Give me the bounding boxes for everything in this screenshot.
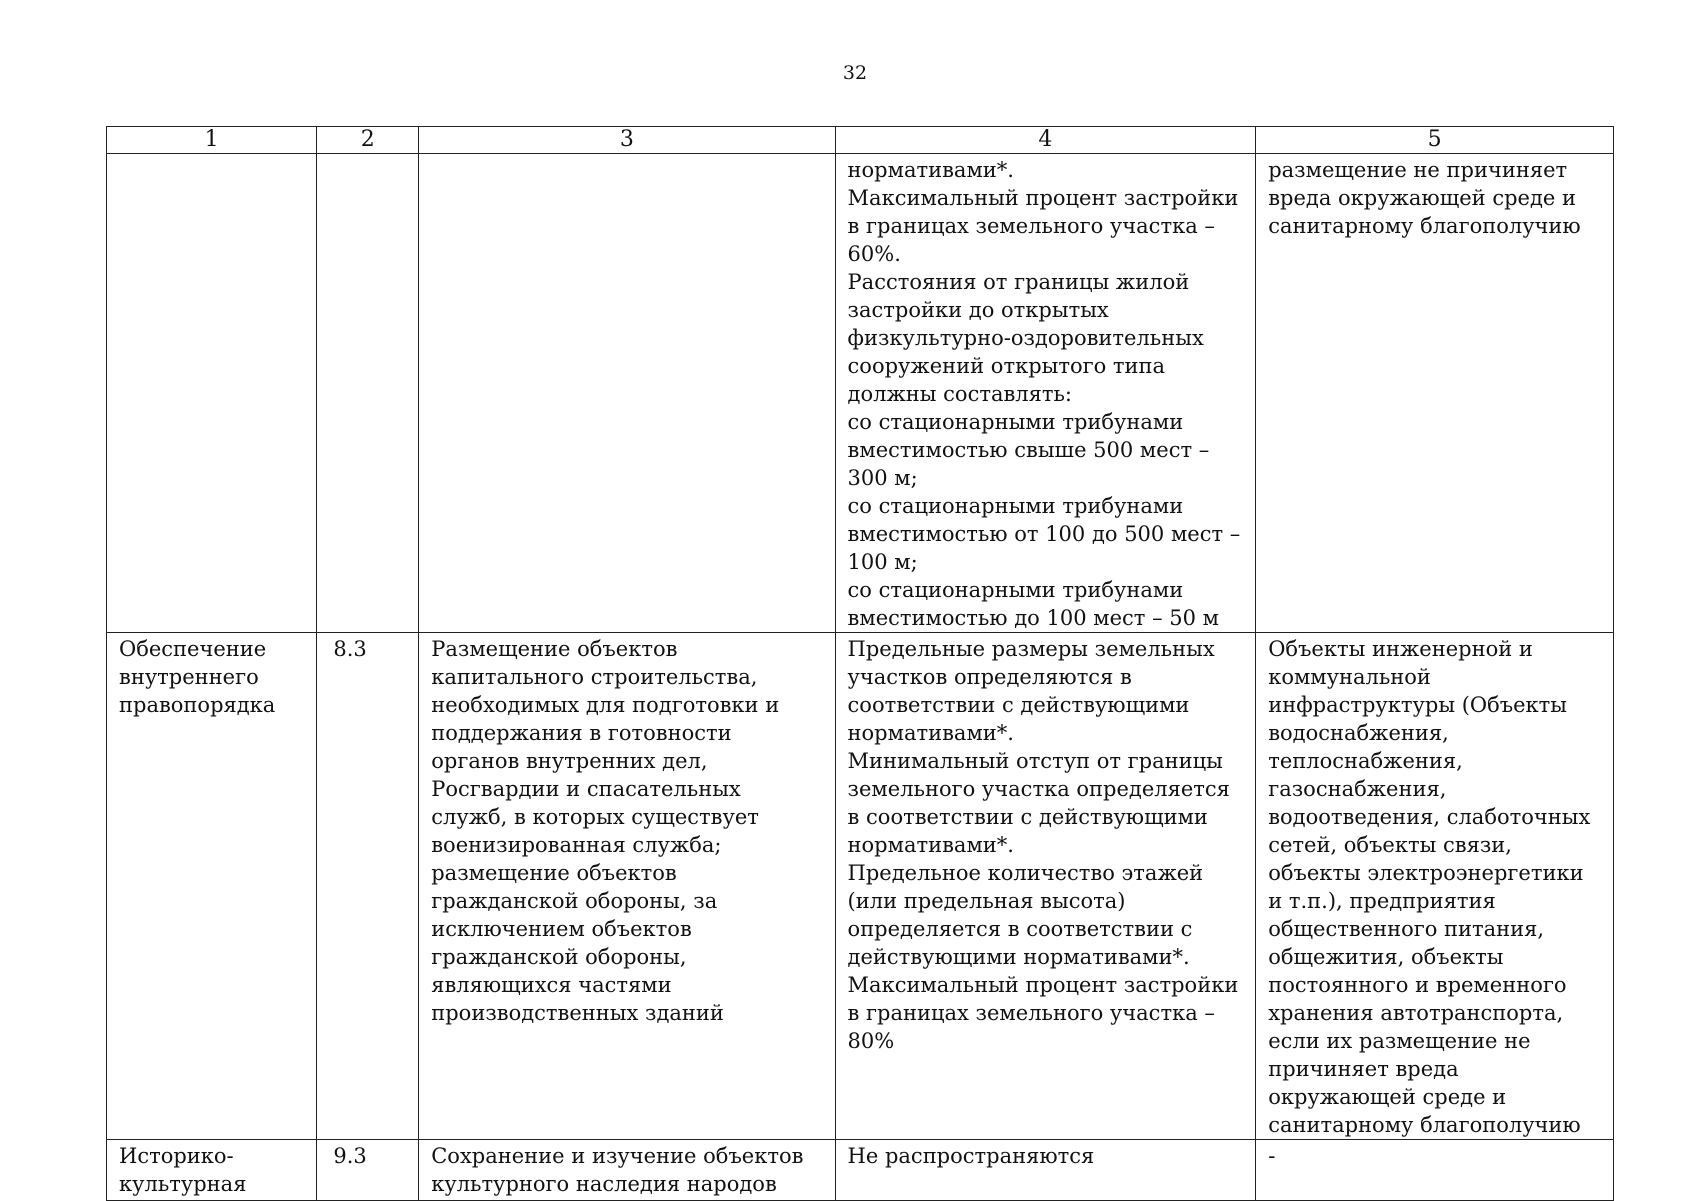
name-cell: [107, 633, 317, 1140]
page-number: 32: [842, 62, 868, 84]
column-header-5: 5: [1256, 127, 1614, 154]
code-text: 9.3: [333, 1144, 367, 1168]
conditional-cell: [1256, 154, 1614, 633]
table-row: [107, 633, 1614, 1140]
code-cell: [317, 154, 419, 633]
column-header-2: 2: [317, 127, 419, 154]
column-header-1: 1: [107, 127, 317, 154]
conditional-text: Объекты инженерной и коммунальной инфраструктуры (Объекты водоснабжения, теплоснабжения, газоснабжения, водоотведения, слаботочных сетей, объекты связи, объекты электроэнергетики и т.п.), предприятия общественного питания, общежития, объекты постоянного и временного хранения автотранспорта, если их размещение не причиняет вреда окружающей среде и санитарному благополучию: [1268, 637, 1591, 1137]
parameters-text: Не распространяются: [847, 1144, 1095, 1168]
description-text: Размещение объектов капитального строительства, необходимых для подготовки и поддержания в готовности органов внутренних дел, Росгвардии и спасательных служб, в которых существует военизированная служба; размещение объектов гражданской обороны, за исключением объектов гражданской обороны, являющихся частями производственных зданий: [431, 637, 780, 1025]
table-row: [107, 154, 1614, 633]
code-cell: [317, 1140, 419, 1201]
parameters-cell: [835, 633, 1256, 1140]
code-text: 8.3: [333, 637, 367, 661]
column-header-3: 3: [419, 127, 835, 154]
parameters-text: Предельные размеры земельных участков определяются в соответствии с действующими нормативами*. Минимальный отступ от границы земельного участка определяется в соответствии с действующими нормативами*. Предельное количество этажей (или предельная высота) определяется в соответствии с действующими нормативами*. Максимальный процент застройки в границах земельного участка – 80%: [847, 637, 1239, 1053]
conditional-cell: [1256, 1140, 1614, 1201]
conditional-cell: [1256, 633, 1614, 1140]
conditional-text: -: [1268, 1144, 1276, 1168]
description-text: Сохранение и изучение объектов культурного наследия народов: [431, 1144, 804, 1196]
regulations-table: [106, 126, 1614, 1201]
code-cell: [317, 633, 419, 1140]
conditional-text: размещение не причиняет вреда окружающей среде и санитарному благополучию: [1268, 158, 1581, 238]
name-cell: [107, 154, 317, 633]
name-cell: [107, 1140, 317, 1201]
parameters-cell: [835, 1140, 1256, 1201]
description-cell: [419, 154, 835, 633]
column-header-4: 4: [835, 127, 1256, 154]
name-text: Обеспечение внутреннего правопорядка: [119, 637, 276, 717]
header-row: [107, 127, 1614, 154]
parameters-cell: [835, 154, 1256, 633]
description-cell: [419, 1140, 835, 1201]
parameters-text: нормативами*. Максимальный процент застройки в границах земельного участка – 60%. Расстояния от границы жилой застройки до открытых физкультурно-оздоровительных сооружений открытого типа должны составлять: со стационарными трибунами вместимостью свыше 500 мест – 300 м; со стационарными трибунами вместимостью от 100 до 500 мест – 100 м; со стационарными трибунами вместимостью до 100 мест – 50 м: [847, 158, 1241, 630]
description-cell: [419, 633, 835, 1140]
name-text: Историко-культурная: [119, 1144, 247, 1196]
table-row: [107, 1140, 1614, 1201]
